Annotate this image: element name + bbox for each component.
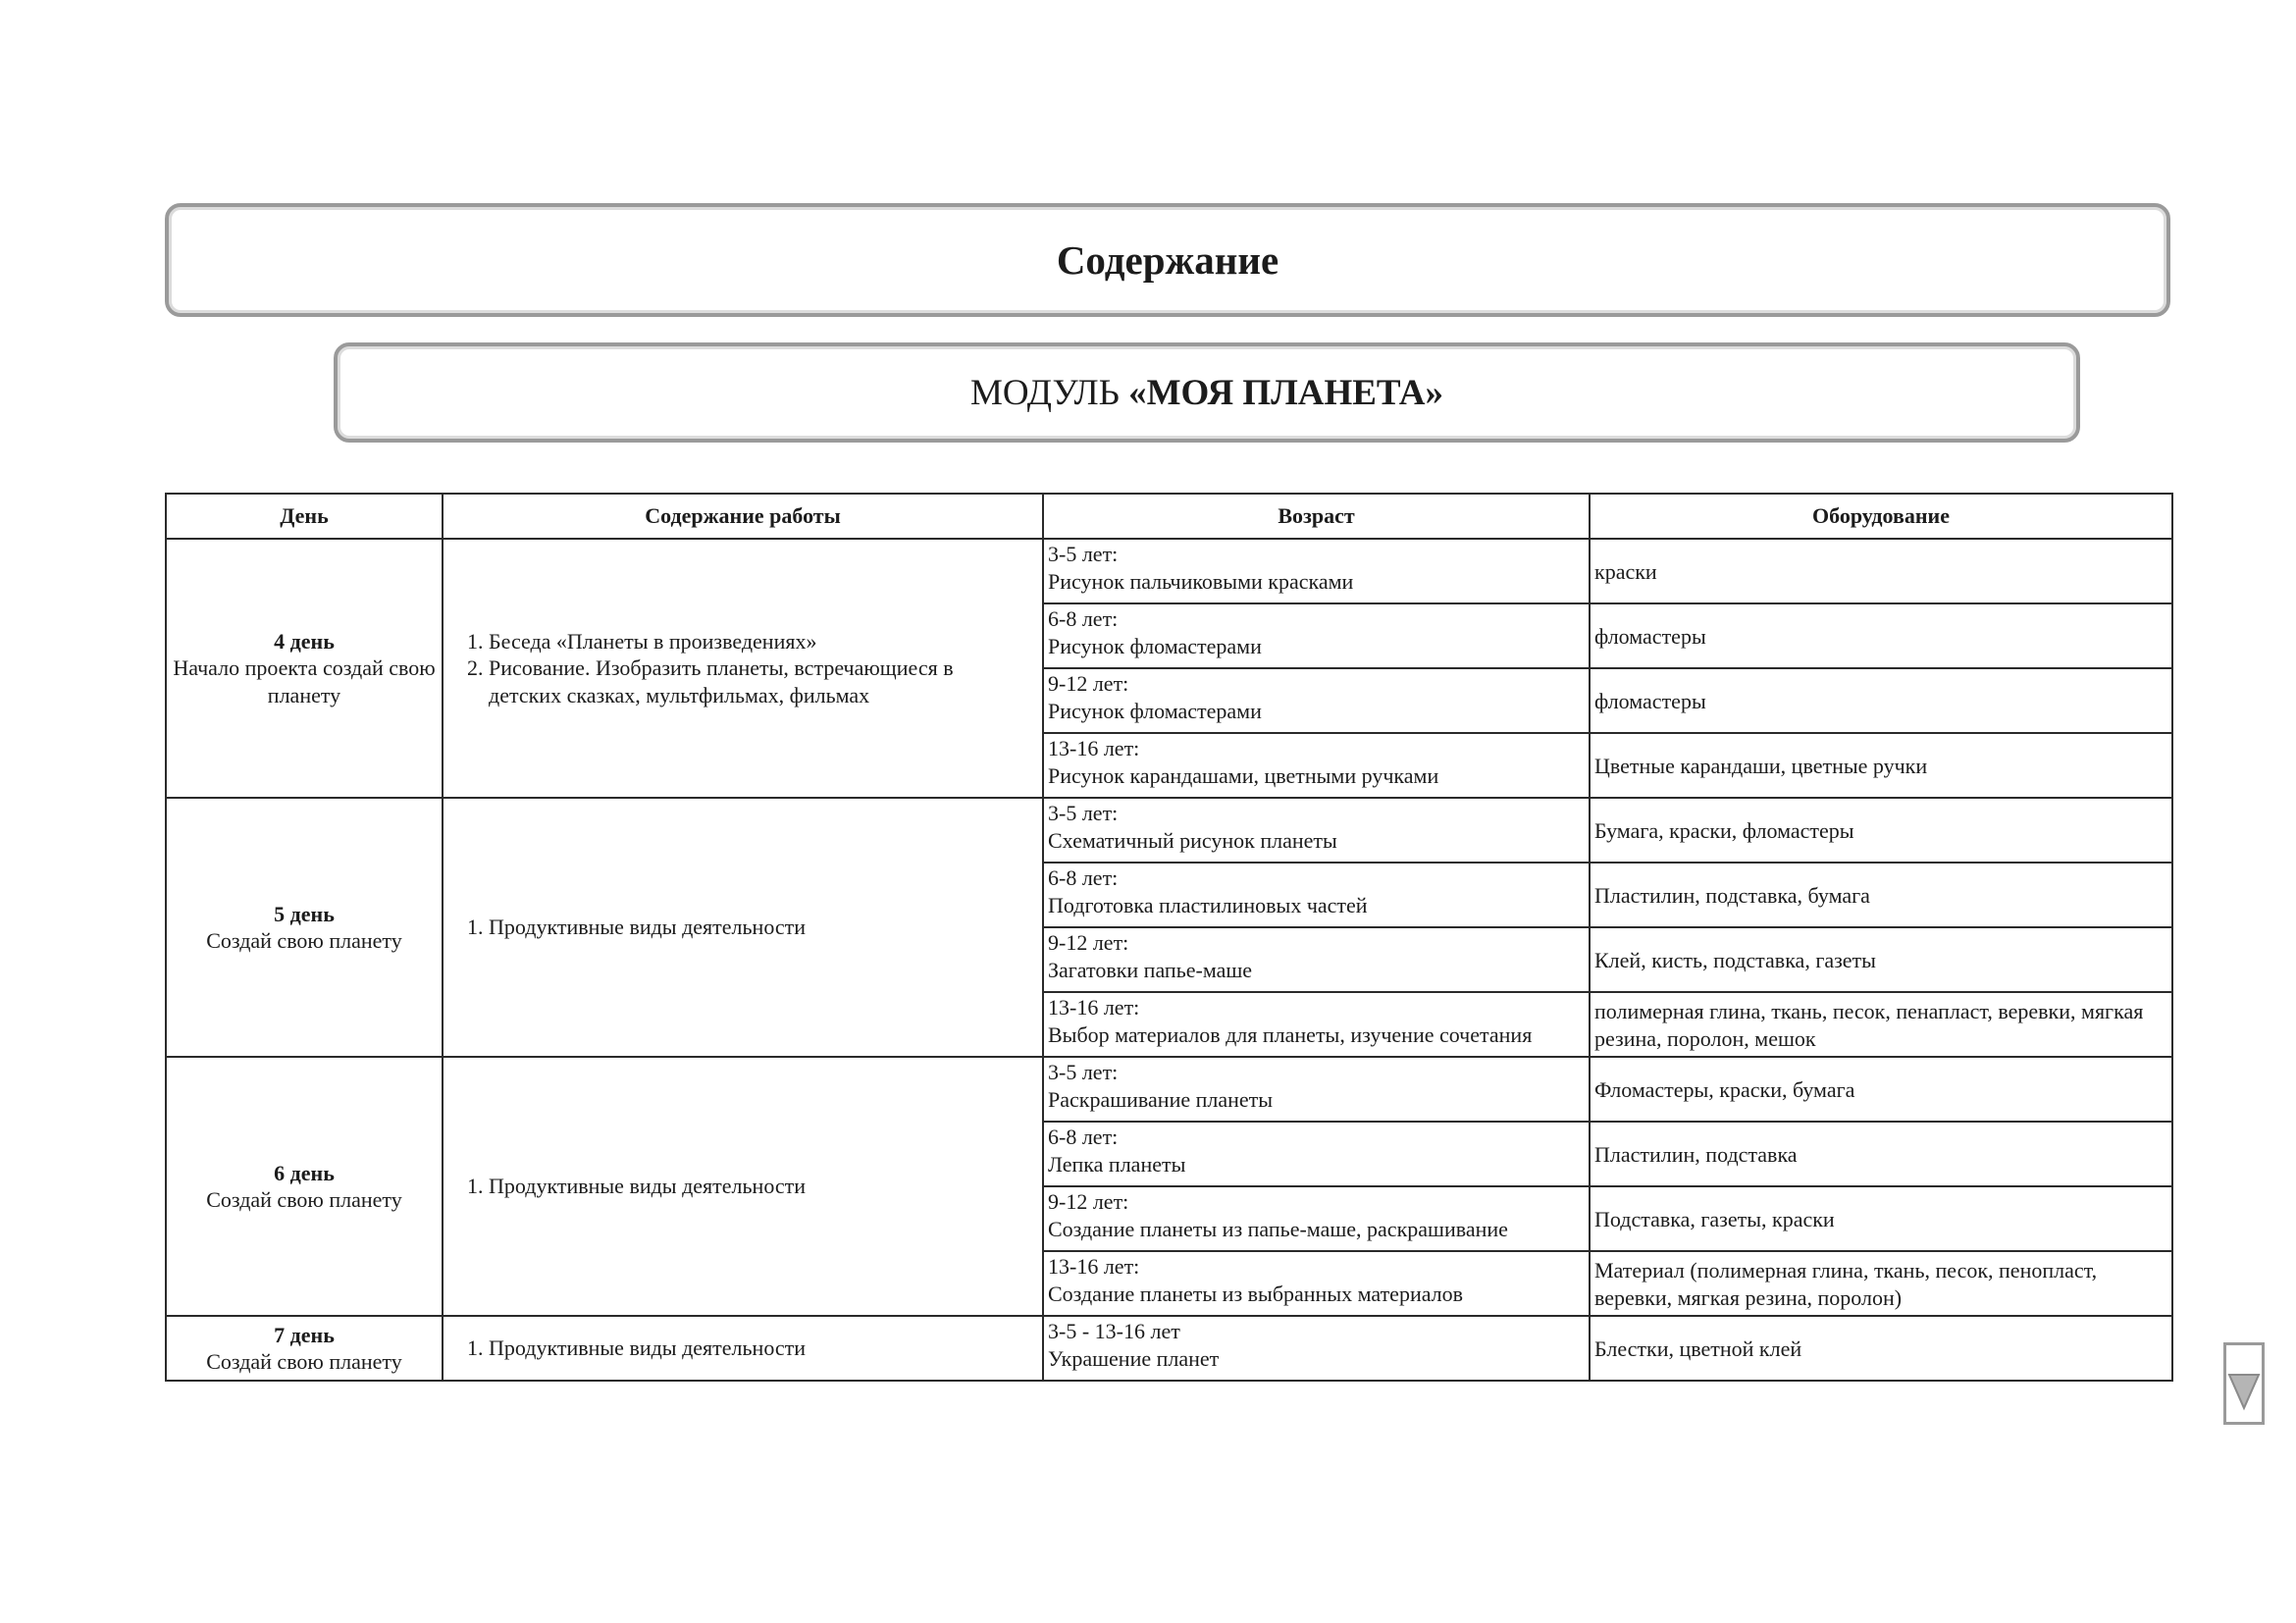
- equipment-cell: Клей, кисть, подставка, газеты: [1590, 927, 2172, 992]
- content-cell: [443, 1057, 1043, 1316]
- table-header-row: [166, 494, 2172, 539]
- age-activity: Рисунок фломастерами: [1048, 698, 1262, 723]
- task-item: 1. Беседа «Планеты в произведениях»: [489, 628, 1028, 655]
- down-triangle-icon: [2226, 1345, 2262, 1422]
- age-cell: [1043, 668, 1590, 733]
- equipment-cell: краски: [1590, 539, 2172, 603]
- content-cell: [443, 539, 1043, 798]
- day-number: 5 день: [274, 901, 335, 926]
- header-age: Возраст: [1043, 494, 1590, 539]
- age-cell: [1043, 1251, 1590, 1316]
- age-activity: Рисунок фломастерами: [1048, 633, 1262, 658]
- age-activity: Украшение планет: [1048, 1345, 1220, 1371]
- day-cell: [166, 1057, 443, 1316]
- age-cell: [1043, 733, 1590, 798]
- schedule-table: [165, 493, 2173, 1382]
- equipment-cell: Фломастеры, краски, бумага: [1590, 1057, 2172, 1122]
- age-group: 13-16 лет:: [1048, 1254, 1140, 1279]
- equipment-cell: фломастеры: [1590, 668, 2172, 733]
- day-number: 7 день: [274, 1322, 335, 1347]
- equipment-cell: Пластилин, подставка: [1590, 1122, 2172, 1186]
- age-group: 3-5 лет:: [1048, 1060, 1119, 1084]
- age-activity: Выбор материалов для планеты, изучение сочетания: [1048, 1021, 1533, 1047]
- age-cell: [1043, 539, 1590, 603]
- age-activity: Схематичный рисунок планеты: [1048, 827, 1337, 853]
- module-name: «МОЯ ПЛАНЕТА»: [1128, 372, 1443, 413]
- header-equipment: Оборудование: [1590, 494, 2172, 539]
- age-cell: [1043, 863, 1590, 927]
- age-activity: Рисунок пальчиковыми красками: [1048, 568, 1354, 594]
- age-group: 3-5 лет:: [1048, 801, 1119, 825]
- day-number: 6 день: [274, 1160, 335, 1185]
- age-group: 9-12 лет:: [1048, 930, 1129, 955]
- age-activity: Лепка планеты: [1048, 1151, 1186, 1177]
- title-frame: [165, 203, 2170, 317]
- age-activity: Создание планеты из папье-маше, раскрашивание: [1048, 1216, 1508, 1241]
- day-cell: [166, 1316, 443, 1381]
- page-title: Содержание: [1056, 237, 1279, 283]
- age-group: 13-16 лет:: [1048, 736, 1140, 760]
- age-group: 13-16 лет:: [1048, 995, 1140, 1020]
- table-row: [166, 798, 2172, 863]
- table-row: [166, 1057, 2172, 1122]
- age-activity: Создание планеты из выбранных материалов: [1048, 1281, 1464, 1306]
- age-cell: [1043, 798, 1590, 863]
- day-subtitle: Создай свою планету: [206, 1187, 402, 1212]
- age-activity: Рисунок карандашами, цветными ручками: [1048, 762, 1439, 788]
- task-list: [463, 1335, 1028, 1362]
- age-group: 3-5 лет:: [1048, 542, 1119, 566]
- day-subtitle: Начало проекта создай свою планету: [173, 655, 436, 707]
- equipment-cell: полимерная глина, ткань, песок, пенапласт, веревки, мягкая резина, поролон, мешок: [1590, 992, 2172, 1057]
- equipment-cell: фломастеры: [1590, 603, 2172, 668]
- scroll-down-icon[interactable]: [2223, 1342, 2265, 1425]
- table-row: [166, 1316, 2172, 1381]
- module-frame: [334, 342, 2080, 443]
- equipment-cell: Цветные карандаши, цветные ручки: [1590, 733, 2172, 798]
- age-group: 9-12 лет:: [1048, 1189, 1129, 1214]
- age-activity: Раскрашивание планеты: [1048, 1086, 1274, 1112]
- content-cell: [443, 1316, 1043, 1381]
- task-list: [463, 914, 1028, 941]
- equipment-cell: Материал (полимерная глина, ткань, песок, пенопласт, веревки, мягкая резина, поролон): [1590, 1251, 2172, 1316]
- task-item: 1. Продуктивные виды деятельности: [489, 1335, 1028, 1362]
- age-cell: [1043, 1186, 1590, 1251]
- day-cell: [166, 798, 443, 1057]
- day-subtitle: Создай свою планету: [206, 928, 402, 953]
- equipment-cell: Пластилин, подставка, бумага: [1590, 863, 2172, 927]
- task-item: 1. Продуктивные виды деятельности: [489, 1173, 1028, 1200]
- age-activity: Загатовки папье-маше: [1048, 957, 1253, 982]
- age-cell: [1043, 1316, 1590, 1381]
- age-group: 6-8 лет:: [1048, 1125, 1119, 1149]
- table-row: [166, 539, 2172, 603]
- age-cell: [1043, 992, 1590, 1057]
- age-group: 9-12 лет:: [1048, 671, 1129, 696]
- module-title: [970, 372, 1443, 414]
- age-cell: [1043, 603, 1590, 668]
- age-group: 6-8 лет:: [1048, 865, 1119, 890]
- task-item: 2. Рисование. Изобразить планеты, встречающиеся в детских сказках, мультфильмах, фильмах: [489, 654, 1028, 708]
- age-cell: [1043, 1122, 1590, 1186]
- task-list: [463, 628, 1028, 709]
- header-content: Содержание работы: [443, 494, 1043, 539]
- task-item: 1. Продуктивные виды деятельности: [489, 914, 1028, 941]
- age-group: 3-5 - 13-16 лет: [1048, 1319, 1180, 1343]
- age-cell: [1043, 927, 1590, 992]
- task-list: [463, 1173, 1028, 1200]
- schedule-body: [166, 539, 2172, 1381]
- equipment-cell: Бумага, краски, фломастеры: [1590, 798, 2172, 863]
- equipment-cell: Блестки, цветной клей: [1590, 1316, 2172, 1381]
- day-subtitle: Создай свою планету: [206, 1349, 402, 1374]
- content-cell: [443, 798, 1043, 1057]
- header-day: День: [166, 494, 443, 539]
- age-group: 6-8 лет:: [1048, 606, 1119, 631]
- module-prefix: МОДУЛЬ: [969, 372, 1120, 413]
- day-cell: [166, 539, 443, 798]
- equipment-cell: Подставка, газеты, краски: [1590, 1186, 2172, 1251]
- age-activity: Подготовка пластилиновых частей: [1048, 892, 1368, 917]
- day-number: 4 день: [274, 628, 335, 654]
- age-cell: [1043, 1057, 1590, 1122]
